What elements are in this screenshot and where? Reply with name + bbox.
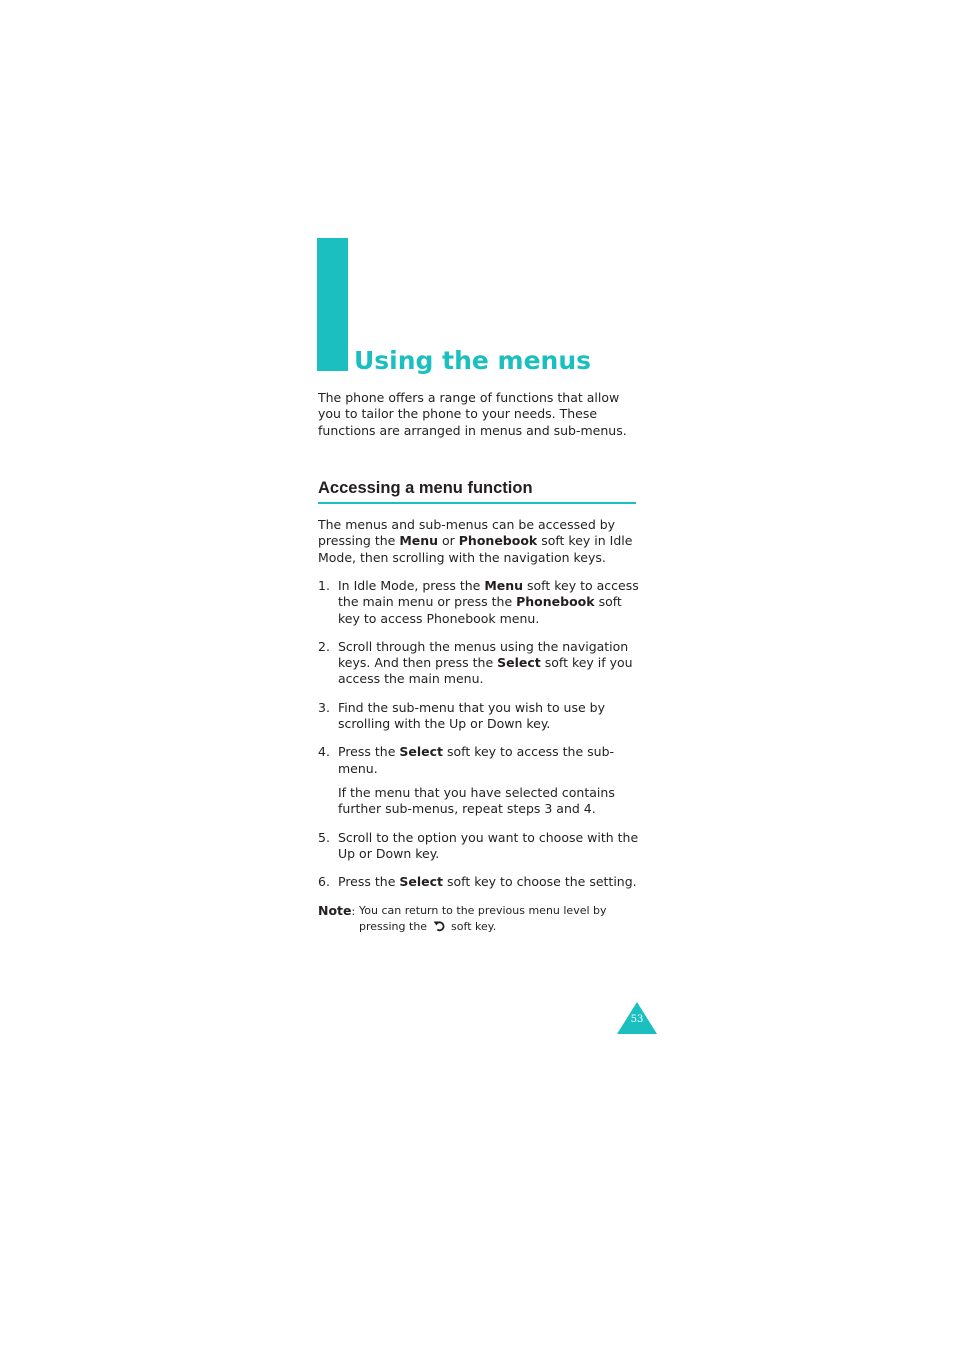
step-number: 6. xyxy=(318,874,330,890)
step-number: 4. xyxy=(318,744,330,760)
back-arrow-icon xyxy=(433,919,446,932)
step-number: 3. xyxy=(318,699,330,715)
note xyxy=(318,903,648,934)
chapter-accent-bar xyxy=(317,238,348,371)
step-number: 1. xyxy=(318,578,330,593)
step-number: 2. xyxy=(318,638,330,654)
intro-paragraph: The phone offers a range of functions that allow you to tailor the phone to your needs. These functions are arranged in menus and sub-menus. xyxy=(318,390,627,438)
step-number: 5. xyxy=(318,829,330,845)
step-item xyxy=(318,874,640,890)
step-item xyxy=(318,744,640,817)
step-text: In Idle Mode, press the Menu soft key to access the main menu or press the Phonebook soft key to access Phonebook menu. xyxy=(338,578,639,626)
note-label: Note xyxy=(318,903,352,918)
step-text: Press the Select soft key to access the sub-menu. xyxy=(338,744,615,776)
step-text: Press the Select soft key to choose the setting. xyxy=(338,874,637,890)
step-text: Scroll through the menus using the navigation keys. And then press the Select soft key if you access the main menu. xyxy=(338,638,633,687)
note-colon: : xyxy=(351,905,356,918)
note-body: You can return to the previous menu level by pressing the soft key. xyxy=(359,904,607,934)
step-text: Scroll to the option you want to choose with the Up or Down key. xyxy=(338,829,639,861)
page-number: 53 xyxy=(630,1014,644,1025)
section-heading: Accessing a menu function xyxy=(318,478,636,504)
step-item xyxy=(318,700,640,733)
section-intro-paragraph: The menus and sub-menus can be accessed by pressing the Menu or Phonebook soft key in Idle Mode, then scrolling with the navigation keys. xyxy=(318,517,633,565)
page-title: Using the menus xyxy=(354,346,592,375)
step-item xyxy=(318,639,640,688)
steps-list xyxy=(318,578,640,890)
step-extra-text: If the menu that you have selected contains further sub-menus, repeat steps 3 and 4. xyxy=(338,784,615,817)
step-text: Find the sub-menu that you wish to use by scrolling with the Up or Down key. xyxy=(338,699,605,732)
step-item xyxy=(318,578,640,627)
step-item xyxy=(318,830,640,863)
page-number-badge xyxy=(617,1002,657,1034)
